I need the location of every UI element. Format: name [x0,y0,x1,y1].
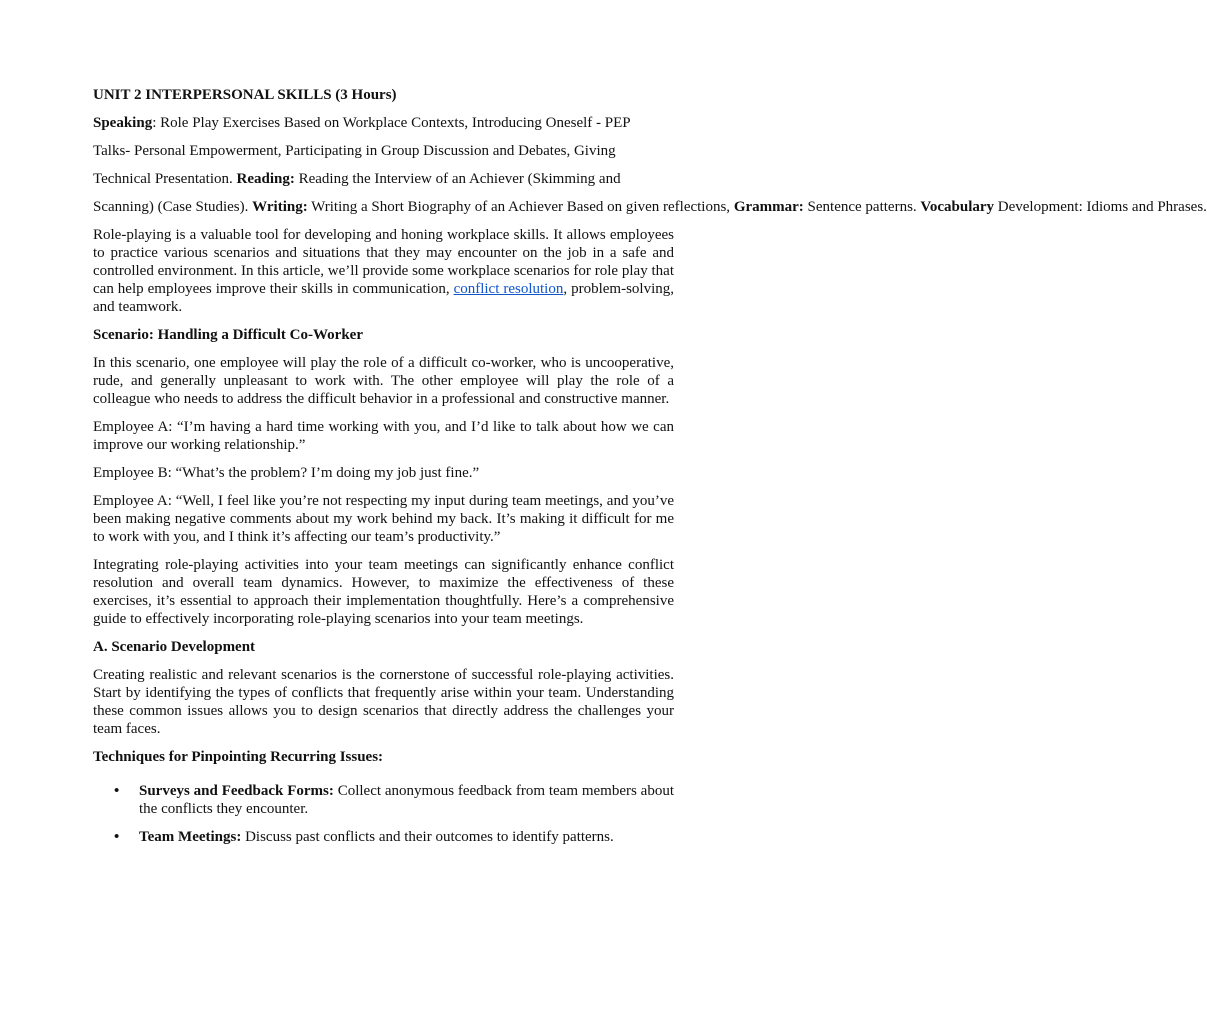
roleplay-text-after: , problem-solving, and teamwork. [93,281,675,315]
roleplay-paragraph [93,226,674,316]
section-a-heading: A. Scenario Development [93,639,256,655]
scenario-heading: Scenario: Handling a Difficult Co-Worker [93,327,363,343]
bullet-icon: • [114,829,120,845]
section-a-paragraph: Creating realistic and relevant scenarios is the cornerstone of successful role-playing activities. Start by identifying the types of conflicts that frequently arise within your team. Understanding these common issues allows you to design scenarios that directly address the challenges your team faces. [93,667,674,737]
speaking-text: : Role Play Exercises Based on Workplace Contexts, Introducing Oneself - PEP [152,115,631,131]
integrating-paragraph: Integrating role-playing activities into your team meetings can significantly enhance conflict resolution and overall team dynamics. However, to maximize the effectiveness of these exercises, it’s essential to approach their implementation thoughtfully. Here’s a comprehensive guide to effectively incorporating role-playing scenarios into your team meetings. [93,557,674,627]
techniques-list [93,782,674,846]
grammar-text: Sentence patterns. [803,199,921,215]
writing-text: Writing a Short Biography of an Achiever Based on given reflections, [307,199,734,215]
unit-title: UNIT 2 INTERPERSONAL SKILLS (3 Hours) [93,87,397,103]
list-item-text: Discuss past conflicts and their outcomes to identify patterns. [241,829,614,845]
reading-label: Reading: [236,171,295,187]
scanning-text: Scanning) (Case Studies). [93,199,253,215]
techniques-heading: Techniques for Pinpointing Recurring Issues: [93,749,384,765]
grammar-label: Grammar: [733,199,804,215]
technical-text: Technical Presentation. [93,171,237,187]
dialogue-line: Employee A: “Well, I feel like you’re not respecting my input during team meetings, and you’ve been making negative comments about my work behind my back. It’s making it difficult for me to work with you, and I think it’s affecting our team’s productivity.” [93,493,674,545]
intro-line-4 [93,198,1207,216]
scenario-paragraph: In this scenario, one employee will play the role of a difficult co-worker, who is uncooperative, rude, and generally unpleasant to work with. The other employee will play the role of a colleague who needs to address the difficult behavior in a professional and constructive manner. [93,355,674,407]
list-item-label: Surveys and Feedback Forms: [139,783,334,799]
talks-text: Talks- Personal Empowerment, Participating in Group Discussion and Debates, Giving [93,143,616,159]
intro-line-1 [93,114,674,142]
list-item [93,782,674,818]
list-item-label: Team Meetings: [139,829,242,845]
conflict-resolution-link[interactable]: conflict resolution [453,281,564,297]
vocabulary-text: Development: Idioms and Phrases. [994,199,1207,215]
speaking-label: Speaking [93,115,153,131]
writing-label: Writing: [252,199,308,215]
dialogue-line: Employee A: “I’m having a hard time working with you, and I’d like to talk about how we can improve our working relationship.” [93,419,674,453]
intro-line-2 [93,142,674,170]
bullet-icon: • [114,783,120,799]
vocabulary-label: Vocabulary [920,199,995,215]
roleplay-text-before: Role-playing is a valuable tool for developing and honing workplace skills. It allows employees to practice various scenarios and situations that they may encounter on the job in a safe and controlled environment. In this article, we’ll provide some workplace scenarios for role play that can help employees improve their skills in communication, [93,227,674,297]
list-item [93,828,674,846]
reading-text: Reading the Interview of an Achiever (Skimming and [294,171,621,187]
intro-line-3 [93,170,674,198]
dialogue-line: Employee B: “What’s the problem? I’m doing my job just fine.” [93,465,480,481]
list-item-text: Collect anonymous feedback from team members about the conflicts they encounter. [139,783,674,817]
